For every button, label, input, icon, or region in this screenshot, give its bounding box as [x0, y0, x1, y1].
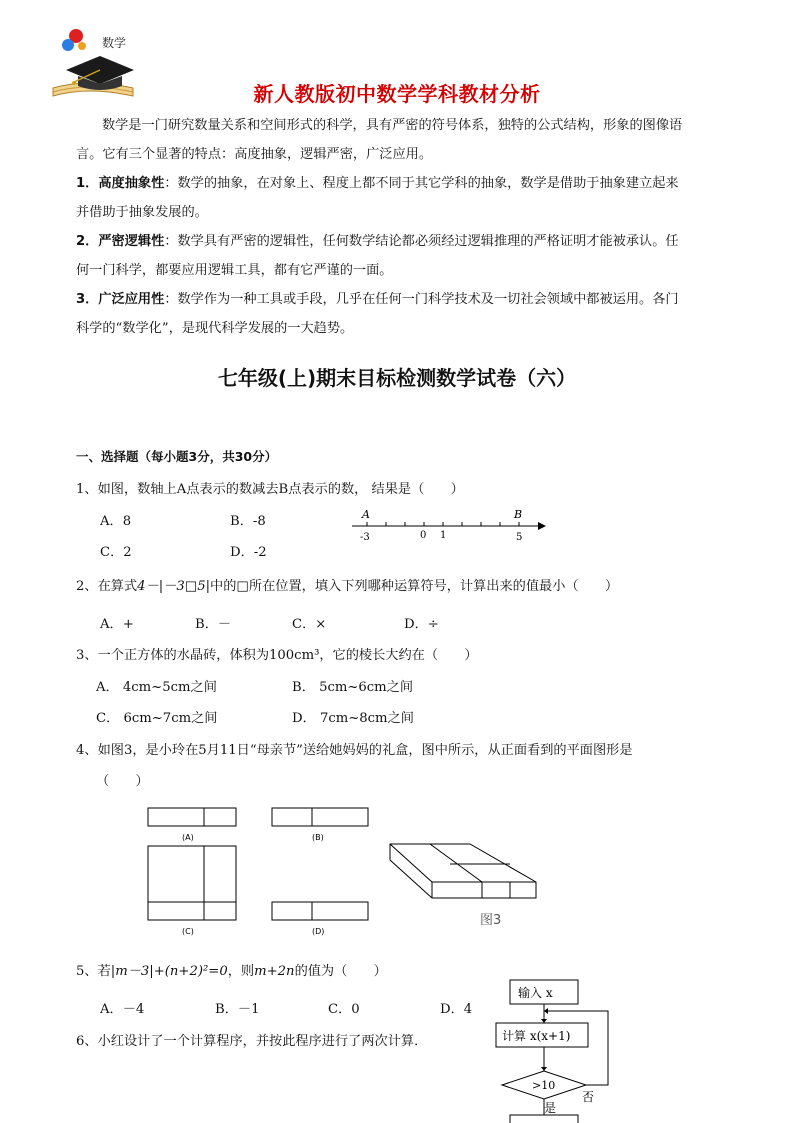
- option-c: C． 6cm~7cm之间: [96, 711, 218, 726]
- feature-text: 科学的“数学化”，是现代科学发展的一大趋势。: [76, 321, 354, 336]
- question-2-post: 中的□所在位置，填入下列哪种运算符号，计算出来的值最小（ ）: [210, 579, 619, 594]
- flowchart: [490, 975, 630, 1123]
- option-c: C．2: [100, 545, 132, 560]
- number-line: [350, 500, 550, 548]
- flow-input: 输入 x: [518, 986, 553, 1000]
- point-a-label: A: [362, 508, 370, 521]
- figure-caption: 图3: [480, 913, 502, 928]
- option-b: B．-8: [230, 514, 266, 529]
- option-a: A．8: [100, 514, 132, 529]
- figure-views: [140, 800, 560, 942]
- section-heading: 一、选择题（每小题3分，共30分）: [76, 449, 278, 464]
- option-a: A． 4cm~5cm之间: [96, 680, 217, 695]
- question-5-post: 的值为（ ）: [294, 964, 387, 979]
- flow-condition: >10: [532, 1079, 556, 1092]
- flow-yes: 是: [544, 1101, 557, 1115]
- option-d: D．-2: [230, 545, 267, 560]
- tick-label: 5: [516, 532, 523, 543]
- feature-text: ：数学作为一种工具或手段，几乎在任何一门科学技术及一切社会领域中都被运用。各门: [164, 292, 679, 307]
- tick-label: 0: [420, 530, 427, 541]
- option-b: B．－1: [215, 1002, 260, 1017]
- view-c-label: (C): [182, 927, 194, 936]
- feature-heading: 1．高度抽象性: [76, 176, 165, 191]
- feature-text: 何一门科学，都要应用逻辑工具，都有它严谨的一面。: [76, 263, 393, 278]
- question-2-pre: 2、在算式: [76, 579, 138, 594]
- logo-label: 数学: [102, 36, 127, 50]
- view-b-label: (B): [312, 833, 324, 842]
- feature-text: ：数学的抽象，在对象上、程度上都不同于其它学科的抽象，数学是借助于抽象建立起来: [164, 176, 679, 191]
- view-a-label: (A): [182, 833, 194, 842]
- intro-line: 言。它有三个显著的特点：高度抽象，逻辑严密，广泛应用。: [76, 147, 433, 162]
- question-5-mid: ，则: [227, 964, 255, 979]
- option-c: C．0: [328, 1002, 360, 1017]
- banner-title: 新人教版初中数学学科教材分析: [253, 82, 541, 106]
- option-d: D． 7cm~8cm之间: [292, 711, 414, 726]
- question-2: [76, 575, 618, 594]
- option-d: D．4: [440, 1002, 473, 1017]
- question-5-pre: 5、若: [76, 964, 111, 979]
- question-3: 3、一个正方体的水晶砖，体积为100cm³，它的棱长大约在（ ）: [76, 648, 478, 663]
- feature-text: 并借助于抽象发展的。: [76, 205, 208, 220]
- question-5-expression: |m－3|+(n+2)²=0: [110, 964, 228, 979]
- question-4-bracket: （ ）: [96, 774, 149, 789]
- option-a: A．－4: [100, 1002, 145, 1017]
- option-a: A．+: [100, 617, 134, 632]
- question-5-expression-2: m+2n: [254, 964, 295, 979]
- feature-heading: 3．广泛应用性: [76, 292, 165, 307]
- exam-title: 七年级(上)期末目标检测数学试卷（六）: [217, 366, 577, 390]
- view-d-label: (D): [312, 927, 325, 936]
- option-b: B．－: [195, 617, 232, 632]
- option-d: D．÷: [404, 617, 439, 632]
- question-6: 6、小红设计了一个计算程序，并按此程序进行了两次计算．: [76, 1034, 428, 1049]
- point-b-label: B: [514, 508, 523, 521]
- question-2-expression: 4－|－3□5|: [137, 579, 211, 594]
- feature-heading: 2．严密逻辑性: [76, 234, 165, 249]
- feature-text: ：数学具有严密的逻辑性，任何数学结论都必须经过逻辑推理的严格证明才能被承认。任: [164, 234, 679, 249]
- intro-line: 数学是一门研究数量关系和空间形式的科学，具有严密的符号体系，独特的公式结构，形象的图像语: [102, 118, 683, 133]
- tick-label: -3: [360, 532, 370, 543]
- intro-paragraph: [76, 111, 726, 343]
- flow-no: 否: [582, 1090, 595, 1104]
- question-1: 1、如图，数轴上A点表示的数减去B点表示的数， 结果是（ ）: [76, 482, 464, 497]
- question-4: 4、如图3，是小玲在5月11日“母亲节”送给她妈妈的礼盒，图中所示，从正面看到的平面图形是: [76, 743, 633, 758]
- tick-label: 1: [440, 530, 447, 541]
- flow-compute: 计算 x(x+1): [502, 1029, 571, 1043]
- option-c: C．×: [292, 617, 327, 632]
- option-b: B． 5cm~6cm之间: [292, 680, 414, 695]
- question-5: [76, 960, 387, 979]
